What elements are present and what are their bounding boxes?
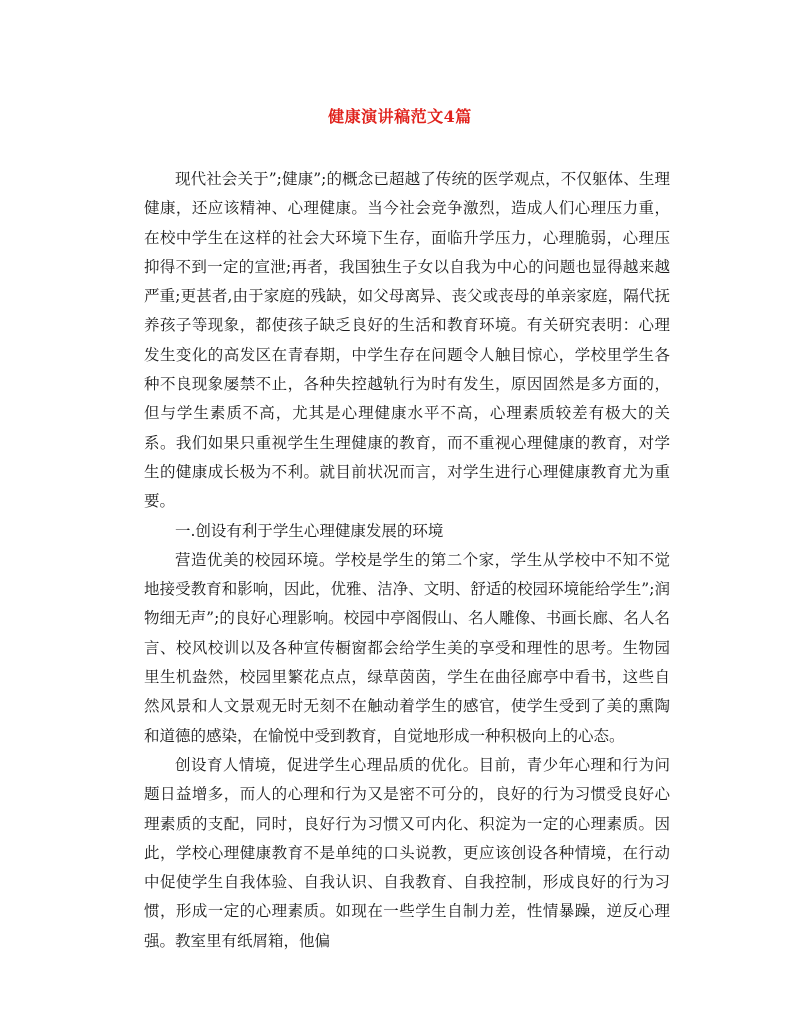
document-body [144,165,670,956]
paragraph-intro: 现代社会关于”;健康”;的概念已超越了传统的医学观点，不仅躯体、生理健康，还应该精神、心理健康。当今社会竞争激烈，造成人们心理压力重，在校中学生在这样的社会大环境下生存，面临升学压力，心理脆弱，心理压抑得不到一定的宣泄;再者，我国独生子女以自我为中心的问题也显得越来越严重;更甚者,由于家庭的残缺，如父母离异、丧父或丧母的单亲家庭，隔代抚养孩子等现象，都使孩子缺乏良好的生活和教育环境。有关研究表明：心理发生变化的高发区在青春期，中学生存在问题令人触目惊心，学校里学生各种不良现象屡禁不止，各种失控越轨行为时有发生，原因固然是多方面的，但与学生素质不高，尤其是心理健康水平不高，心理素质较差有极大的关系。我们如果只重视学生生理健康的教育，而不重视心理健康的教育，对学生的健康成长极为不利。就目前状况而言，对学生进行心理健康教育尤为重要。 [144,170,670,511]
paragraph-campus-environment: 营造优美的校园环境。学校是学生的第二个家，学生从学校中不知不觉地接受教育和影响，因此，优雅、洁净、文明、舒适的校园环境能给学生”;润物细无声”;的良好心理影响。校园中亭阁假山、名人雕像、书画长廊、名人名言、校风校训以及各种宣传橱窗都会给学生美的享受和理性的思考。生物园里生机盎然，校园里繁花点点，绿草茵茵，学生在曲径廊亭中看书，这些自然风景和人文景观无时无刻不在触动着学生的感官，使学生受到了美的熏陶和道德的感染，在愉悦中受到教育，自觉地形成一种积极向上的心态。 [144,550,670,745]
paragraph-education-situation: 创设育人情境，促进学生心理品质的优化。目前，青少年心理和行为问题日益增多，而人的心理和行为又是密不可分的，良好的行为习惯受良好心理素质的支配，同时，良好行为习惯又可内化、积淀为一定的心理素质。因此，学校心理健康教育不是单纯的口头说教，更应该创设各种情境，在行动中促使学生自我体验、自我认识、自我教育、自我控制，形成良好的行为习惯，形成一定的心理素质。如现在一些学生自制力差，性情暴躁，逆反心理强。教室里有纸屑箱，他偏 [144,755,670,950]
section-heading: 一.创设有利于学生心理健康发展的环境 [175,521,444,540]
document-title: 健康演讲稿范文4篇 [328,107,472,126]
